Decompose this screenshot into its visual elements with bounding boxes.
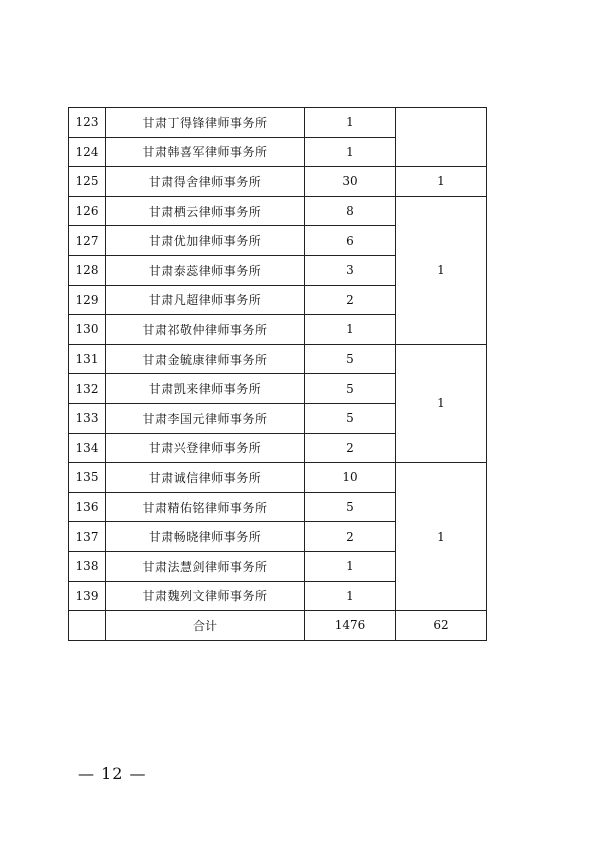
row-number: 124 xyxy=(69,137,106,167)
row-count: 1 xyxy=(305,581,396,611)
firm-name: 甘肃兴登律师事务所 xyxy=(106,433,305,463)
page-number: — 12 — xyxy=(78,764,147,783)
total-count: 1476 xyxy=(305,611,396,641)
firm-name: 甘肃优加律师事务所 xyxy=(106,226,305,256)
row-count: 8 xyxy=(305,196,396,226)
table-row xyxy=(69,196,487,226)
firm-name: 甘肃韩喜军律师事务所 xyxy=(106,137,305,167)
group-count: 1 xyxy=(396,344,487,462)
row-number: 123 xyxy=(69,108,106,138)
row-number: 126 xyxy=(69,196,106,226)
firm-name: 甘肃得舍律师事务所 xyxy=(106,167,305,197)
row-count: 3 xyxy=(305,255,396,285)
row-count: 5 xyxy=(305,344,396,374)
table-row xyxy=(69,167,487,197)
firm-name: 甘肃凡超律师事务所 xyxy=(106,285,305,315)
row-number: 139 xyxy=(69,581,106,611)
group-count: 1 xyxy=(396,196,487,344)
row-number: 137 xyxy=(69,522,106,552)
total-row xyxy=(69,611,487,641)
row-number: 138 xyxy=(69,551,106,581)
firm-name: 甘肃李国元律师事务所 xyxy=(106,403,305,433)
firm-name: 甘肃法慧剑律师事务所 xyxy=(106,551,305,581)
firm-name: 甘肃畅晓律师事务所 xyxy=(106,522,305,552)
row-number: 130 xyxy=(69,315,106,345)
firm-name: 甘肃凯来律师事务所 xyxy=(106,374,305,404)
group-cell-empty xyxy=(396,108,487,167)
row-number: 136 xyxy=(69,492,106,522)
row-number: 127 xyxy=(69,226,106,256)
row-count: 2 xyxy=(305,433,396,463)
firm-name: 甘肃诚信律师事务所 xyxy=(106,463,305,493)
row-count: 1 xyxy=(305,315,396,345)
total-empty-cell xyxy=(69,611,106,641)
firm-name: 甘肃魏列文律师事务所 xyxy=(106,581,305,611)
row-count: 6 xyxy=(305,226,396,256)
row-count: 1 xyxy=(305,108,396,138)
table-row xyxy=(69,463,487,493)
row-count: 30 xyxy=(305,167,396,197)
firm-name: 甘肃栖云律师事务所 xyxy=(106,196,305,226)
law-firm-table xyxy=(68,107,487,641)
group-count: 1 xyxy=(396,463,487,611)
firm-name: 甘肃泰蕊律师事务所 xyxy=(106,255,305,285)
row-count: 1 xyxy=(305,137,396,167)
row-count: 5 xyxy=(305,374,396,404)
table-row xyxy=(69,344,487,374)
total-group: 62 xyxy=(396,611,487,641)
row-number: 125 xyxy=(69,167,106,197)
row-number: 131 xyxy=(69,344,106,374)
row-count: 1 xyxy=(305,551,396,581)
firm-name: 甘肃祁敬仲律师事务所 xyxy=(106,315,305,345)
row-count: 5 xyxy=(305,403,396,433)
group-count: 1 xyxy=(396,167,487,197)
row-number: 133 xyxy=(69,403,106,433)
row-number: 129 xyxy=(69,285,106,315)
row-number: 132 xyxy=(69,374,106,404)
row-count: 5 xyxy=(305,492,396,522)
row-number: 134 xyxy=(69,433,106,463)
firm-name: 甘肃丁得锋律师事务所 xyxy=(106,108,305,138)
row-number: 135 xyxy=(69,463,106,493)
firm-name: 甘肃金毓康律师事务所 xyxy=(106,344,305,374)
row-count: 2 xyxy=(305,285,396,315)
row-count: 10 xyxy=(305,463,396,493)
row-count: 2 xyxy=(305,522,396,552)
table-row xyxy=(69,108,487,138)
row-number: 128 xyxy=(69,255,106,285)
firm-name: 甘肃精佑铭律师事务所 xyxy=(106,492,305,522)
total-label: 合计 xyxy=(106,611,305,641)
